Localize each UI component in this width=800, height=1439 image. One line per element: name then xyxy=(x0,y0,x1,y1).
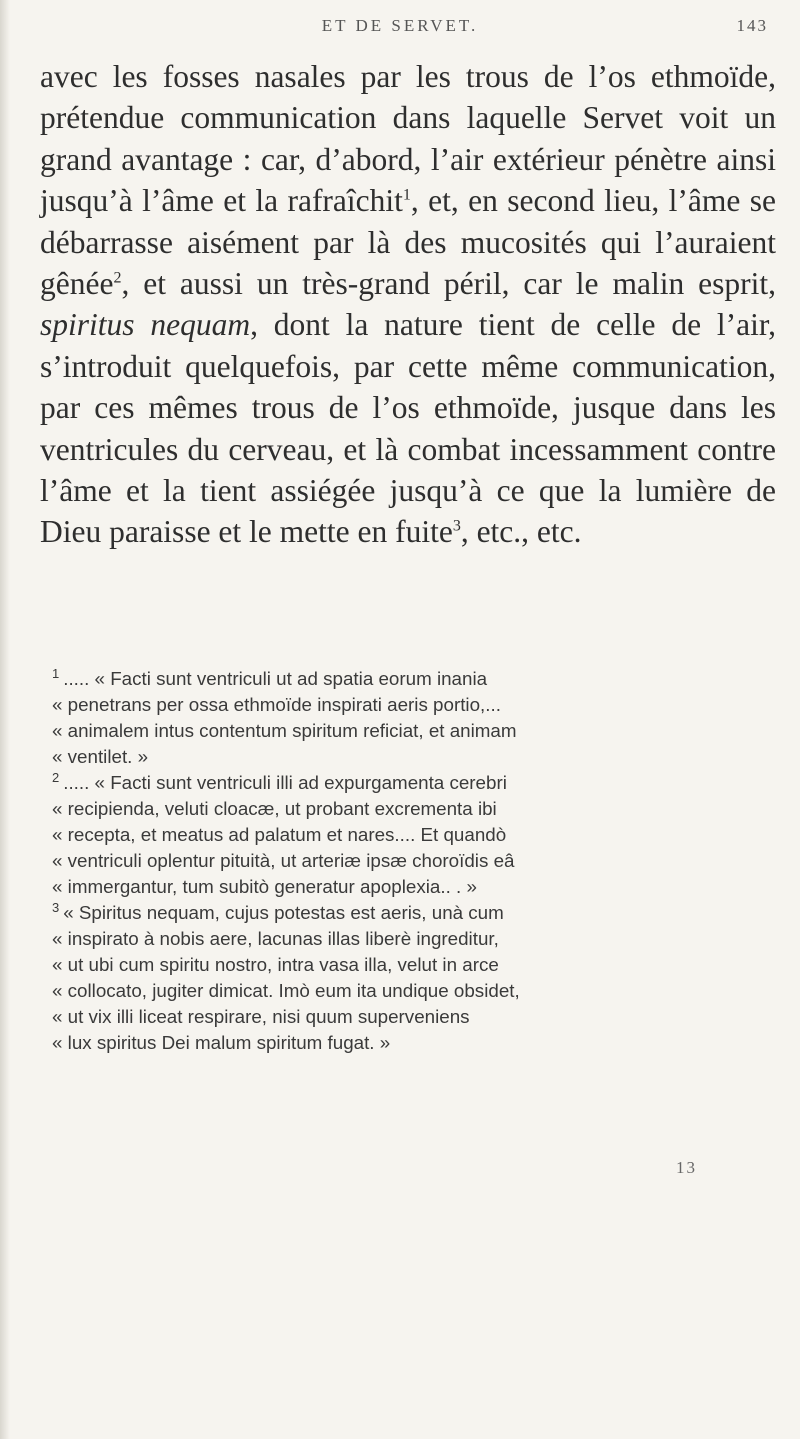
body-text-segment: avec les fosses nasales par les trous de l’os ethmoïde, prétendue communication dans laquelle Servet voit un grand avantage : car, d’abord, l’air extérieur pénètre ainsi jusqu’à l’âme et la rafraîchit xyxy=(40,59,776,219)
main-paragraph xyxy=(40,56,776,553)
footnote-line: « recipienda, veluti cloacæ, ut probant excrementa ibi xyxy=(52,798,497,819)
footnote-number: 1 xyxy=(52,665,60,681)
running-title: ET DE SERVET. xyxy=(321,16,479,35)
footnote-line: « ventilet. » xyxy=(52,746,149,767)
page-number: 143 xyxy=(736,16,768,35)
footnote-line: $^2$ ..... « Facti sunt ventriculi illi ad expurgamenta cerebri xyxy=(52,769,507,793)
footnote-ref-1: 1 xyxy=(402,186,411,204)
footnote-number: 3 xyxy=(52,899,60,915)
footnote-1 xyxy=(52,666,774,770)
footnote-ref-2: 2 xyxy=(113,269,122,287)
latin-phrase: spiritus nequam xyxy=(40,307,251,343)
running-header xyxy=(0,16,800,46)
body-text-segment: , et, en second lieu, l’âme se débarrasse aisément par là des mucosités qui l’auraient gênée xyxy=(40,183,776,302)
footnote-3 xyxy=(52,900,774,1056)
footnote-line: $^3$ « Spiritus nequam, cujus potestas est aeris, unà cum xyxy=(52,899,504,923)
page-gutter-shadow xyxy=(0,0,10,1439)
footnote-number: 2 xyxy=(52,769,60,785)
footnote-line: « immergantur, tum subitò generatur apoplexia.. . » xyxy=(52,876,477,897)
footnote-line: « collocato, jugiter dimicat. Imò eum ita undique obsidet, xyxy=(52,980,520,1001)
footnote-ref-3: 3 xyxy=(452,517,461,535)
signature-mark: 13 xyxy=(676,1158,697,1177)
footnotes xyxy=(52,666,774,1056)
footnote-2 xyxy=(52,770,774,900)
footnote-line: $^1$ ..... « Facti sunt ventriculi ut ad spatia eorum inania xyxy=(52,665,488,689)
body-text-segment: , et aussi un très-grand péril, car le malin esprit, xyxy=(121,266,776,302)
footnote-line: « recepta, et meatus ad palatum et nares.... Et quandò xyxy=(52,824,507,845)
body-text-segment: , dont la nature tient de celle de l’air, s’introduit quelquefois, par cette même communication, par ces mêmes trous de l’os ethmoïde, jusque dans les ventricules du cerveau, et là combat incessamment contre l’âme et la tient assiégée jusqu’à ce que la lumière de Dieu paraisse et le mette en fuite xyxy=(40,307,776,550)
footnote-line: « ut vix illi liceat respirare, nisi quum superveniens xyxy=(52,1006,470,1027)
footnote-line: « penetrans per ossa ethmoïde inspirati aeris portio,... xyxy=(52,694,501,715)
footnote-line: « ventriculi oplentur pituità, ut arteriæ ipsæ choroïdis eâ xyxy=(52,850,515,871)
body-text-segment: , etc., etc. xyxy=(460,514,582,550)
footnote-line: « animalem intus contentum spiritum reficiat, et animam xyxy=(52,720,517,741)
footnote-line: « inspirato à nobis aere, lacunas illas liberè ingreditur, xyxy=(52,928,499,949)
footnote-line: « lux spiritus Dei malum spiritum fugat. » xyxy=(52,1032,391,1053)
footnote-line: « ut ubi cum spiritu nostro, intra vasa illa, velut in arce xyxy=(52,954,499,975)
